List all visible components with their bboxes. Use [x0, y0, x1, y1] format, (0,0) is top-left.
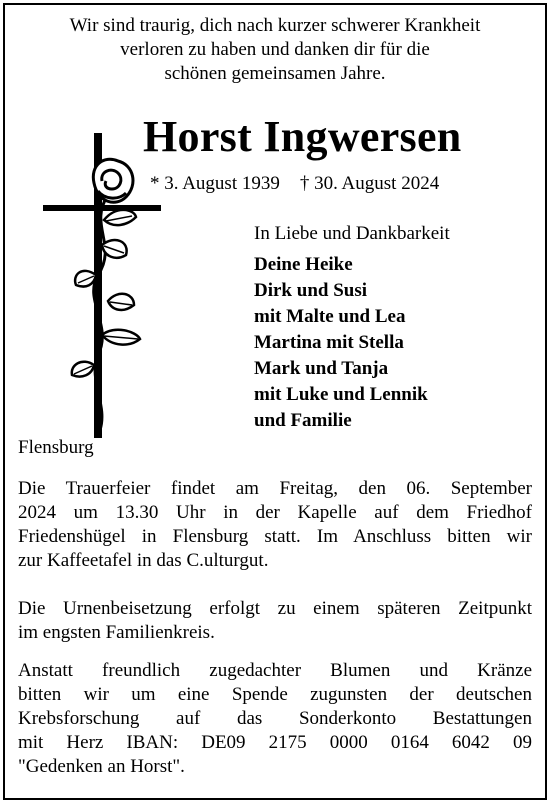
signer-line: und Familie: [254, 410, 352, 431]
paragraph-line: Die Trauerfeier findet am Freitag, den 06. September: [18, 478, 532, 499]
donation-paragraph: [18, 659, 532, 779]
signers-list: [254, 252, 428, 434]
signer-line: mit Malte und Lea: [254, 306, 406, 327]
signer-line: Martina mit Stella: [254, 332, 404, 353]
signer-line: Dirk und Susi: [254, 280, 368, 301]
paragraph-line: Anstatt freundlich zugedachter Blumen und Kränze: [18, 660, 532, 681]
paragraph-line: im engsten Familienkreis.: [18, 622, 215, 643]
paragraph-line: 2024 um 13.30 Uhr in der Kapelle auf dem Friedhof: [18, 502, 532, 523]
deceased-name: Horst Ingwersen: [143, 112, 462, 161]
city-name: Flensburg: [18, 437, 94, 458]
paragraph-line: Krebsforschung auf das Sonderkonto Bestattungen: [18, 708, 532, 729]
signer-line: Deine Heike: [254, 254, 353, 275]
life-dates: [150, 172, 439, 196]
signer-line: mit Luke und Lennik: [254, 384, 428, 405]
cross-with-rose-icon: [38, 125, 168, 440]
intro-line: verloren zu haben und danken dir für die: [120, 39, 430, 60]
death-date: † 30. August 2024: [299, 173, 440, 194]
intro-line: schönen gemeinsamen Jahre.: [164, 63, 386, 84]
paragraph-line: mit Herz IBAN: DE09 2175 0000 0164 6042 09: [18, 732, 532, 753]
paragraph-line: "Gedenken an Horst".: [18, 756, 185, 777]
ceremony-paragraph: [18, 477, 532, 573]
intro-text: [0, 14, 550, 86]
paragraph-line: Die Urnenbeisetzung erfolgt zu einem späteren Zeitpunkt: [18, 598, 532, 619]
burial-paragraph: [18, 597, 532, 645]
signer-line: Mark und Tanja: [254, 358, 389, 379]
birth-date: * 3. August 1939: [150, 173, 280, 194]
paragraph-line: zur Kaffeetafel in das C.ulturgut.: [18, 550, 269, 571]
paragraph-line: Friedenshügel in Flensburg statt. Im Anschluss bitten wir: [18, 526, 532, 547]
paragraph-line: bitten wir um eine Spende zugunsten der deutschen: [18, 684, 532, 705]
love-text: In Liebe und Dankbarkeit: [254, 223, 450, 244]
intro-line: Wir sind traurig, dich nach kurzer schwerer Krankheit: [69, 15, 481, 36]
